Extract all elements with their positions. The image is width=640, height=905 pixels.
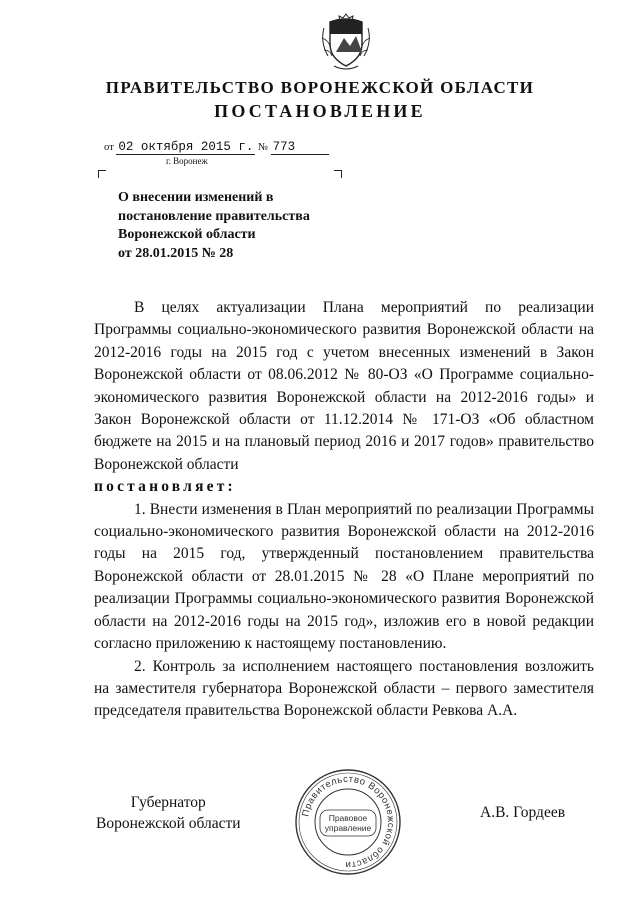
stamp-ring-text: Правительство Воронежской области xyxy=(300,773,397,871)
stamp-center-line: Правовое xyxy=(328,813,368,823)
date-number-line xyxy=(104,140,329,154)
item-1-paragraph: 1. Внести изменения в План мероприятий по реализации Программы социально-экономического развития Воронежской области на 2012-2016 годы на 2015 год, утвержденный постановлением правительства Воронежской области от 28.01.2015 № 28 «О Плане мероприятий по реализации Программы социально-экономического развития Воронежской области на 2012-2016 годы на 2015 год», изложив его в новой редакции согласно приложению к настоящему постановлению. xyxy=(94,500,594,653)
preamble-paragraph: В целях актуализации Плана мероприятий по реализации Программы социально-экономического развития Воронежской области на 2012-2016 годы на 2015 год с учетом внесенных изменений в Закон Воронежской области от 08.06.2012 № 80-ОЗ «О Программе социально-экономического развития Воронежской области на 2012-2016 годы» и Закон Воронежской области от 11.12.2014 № 171-ОЗ «Об областном бюджете на 2015 и на плановый период 2016 и 2017 годов» правительство Воронежской области xyxy=(94,299,594,473)
item-2-paragraph: 2. Контроль за исполнением настоящего постановления возложить на заместителя губернатора Воронежской области – первого заместителя председателя правительства Воронежской области Ревкова А.А. xyxy=(94,657,594,720)
signatory-title xyxy=(96,792,241,834)
resolves-heading: постановляет: xyxy=(94,478,236,496)
signatory-title-line: Губернатор xyxy=(130,794,206,811)
document-body xyxy=(94,297,594,723)
stamp-center-line: управление xyxy=(324,823,372,833)
corner-mark-right xyxy=(334,170,342,178)
official-stamp xyxy=(294,768,402,876)
city: г. Воронеж xyxy=(166,156,208,166)
subject-line: О внесении изменений в xyxy=(118,190,274,205)
corner-mark-left xyxy=(98,170,106,178)
date-prefix: от xyxy=(104,142,114,153)
organization-name: ПРАВИТЕЛЬСТВО ВОРОНЕЖСКОЙ ОБЛАСТИ xyxy=(105,78,535,97)
subject-line: постановление правительства xyxy=(118,208,310,224)
signatory-title-line: Воронежской области xyxy=(96,815,241,832)
document-number: 773 xyxy=(271,140,330,155)
coat-of-arms-emblem xyxy=(318,8,374,72)
number-prefix: № xyxy=(257,142,269,153)
subject-line: Воронежской области xyxy=(118,227,256,242)
document-subject xyxy=(118,189,358,263)
signatory-name: А.В. Гордеев xyxy=(480,804,566,821)
document-date: 02 октября 2015 г. xyxy=(118,140,254,154)
document-type: ПОСТАНОВЛЕНИЕ xyxy=(214,101,426,121)
subject-line: от 28.01.2015 № 28 xyxy=(118,245,234,261)
